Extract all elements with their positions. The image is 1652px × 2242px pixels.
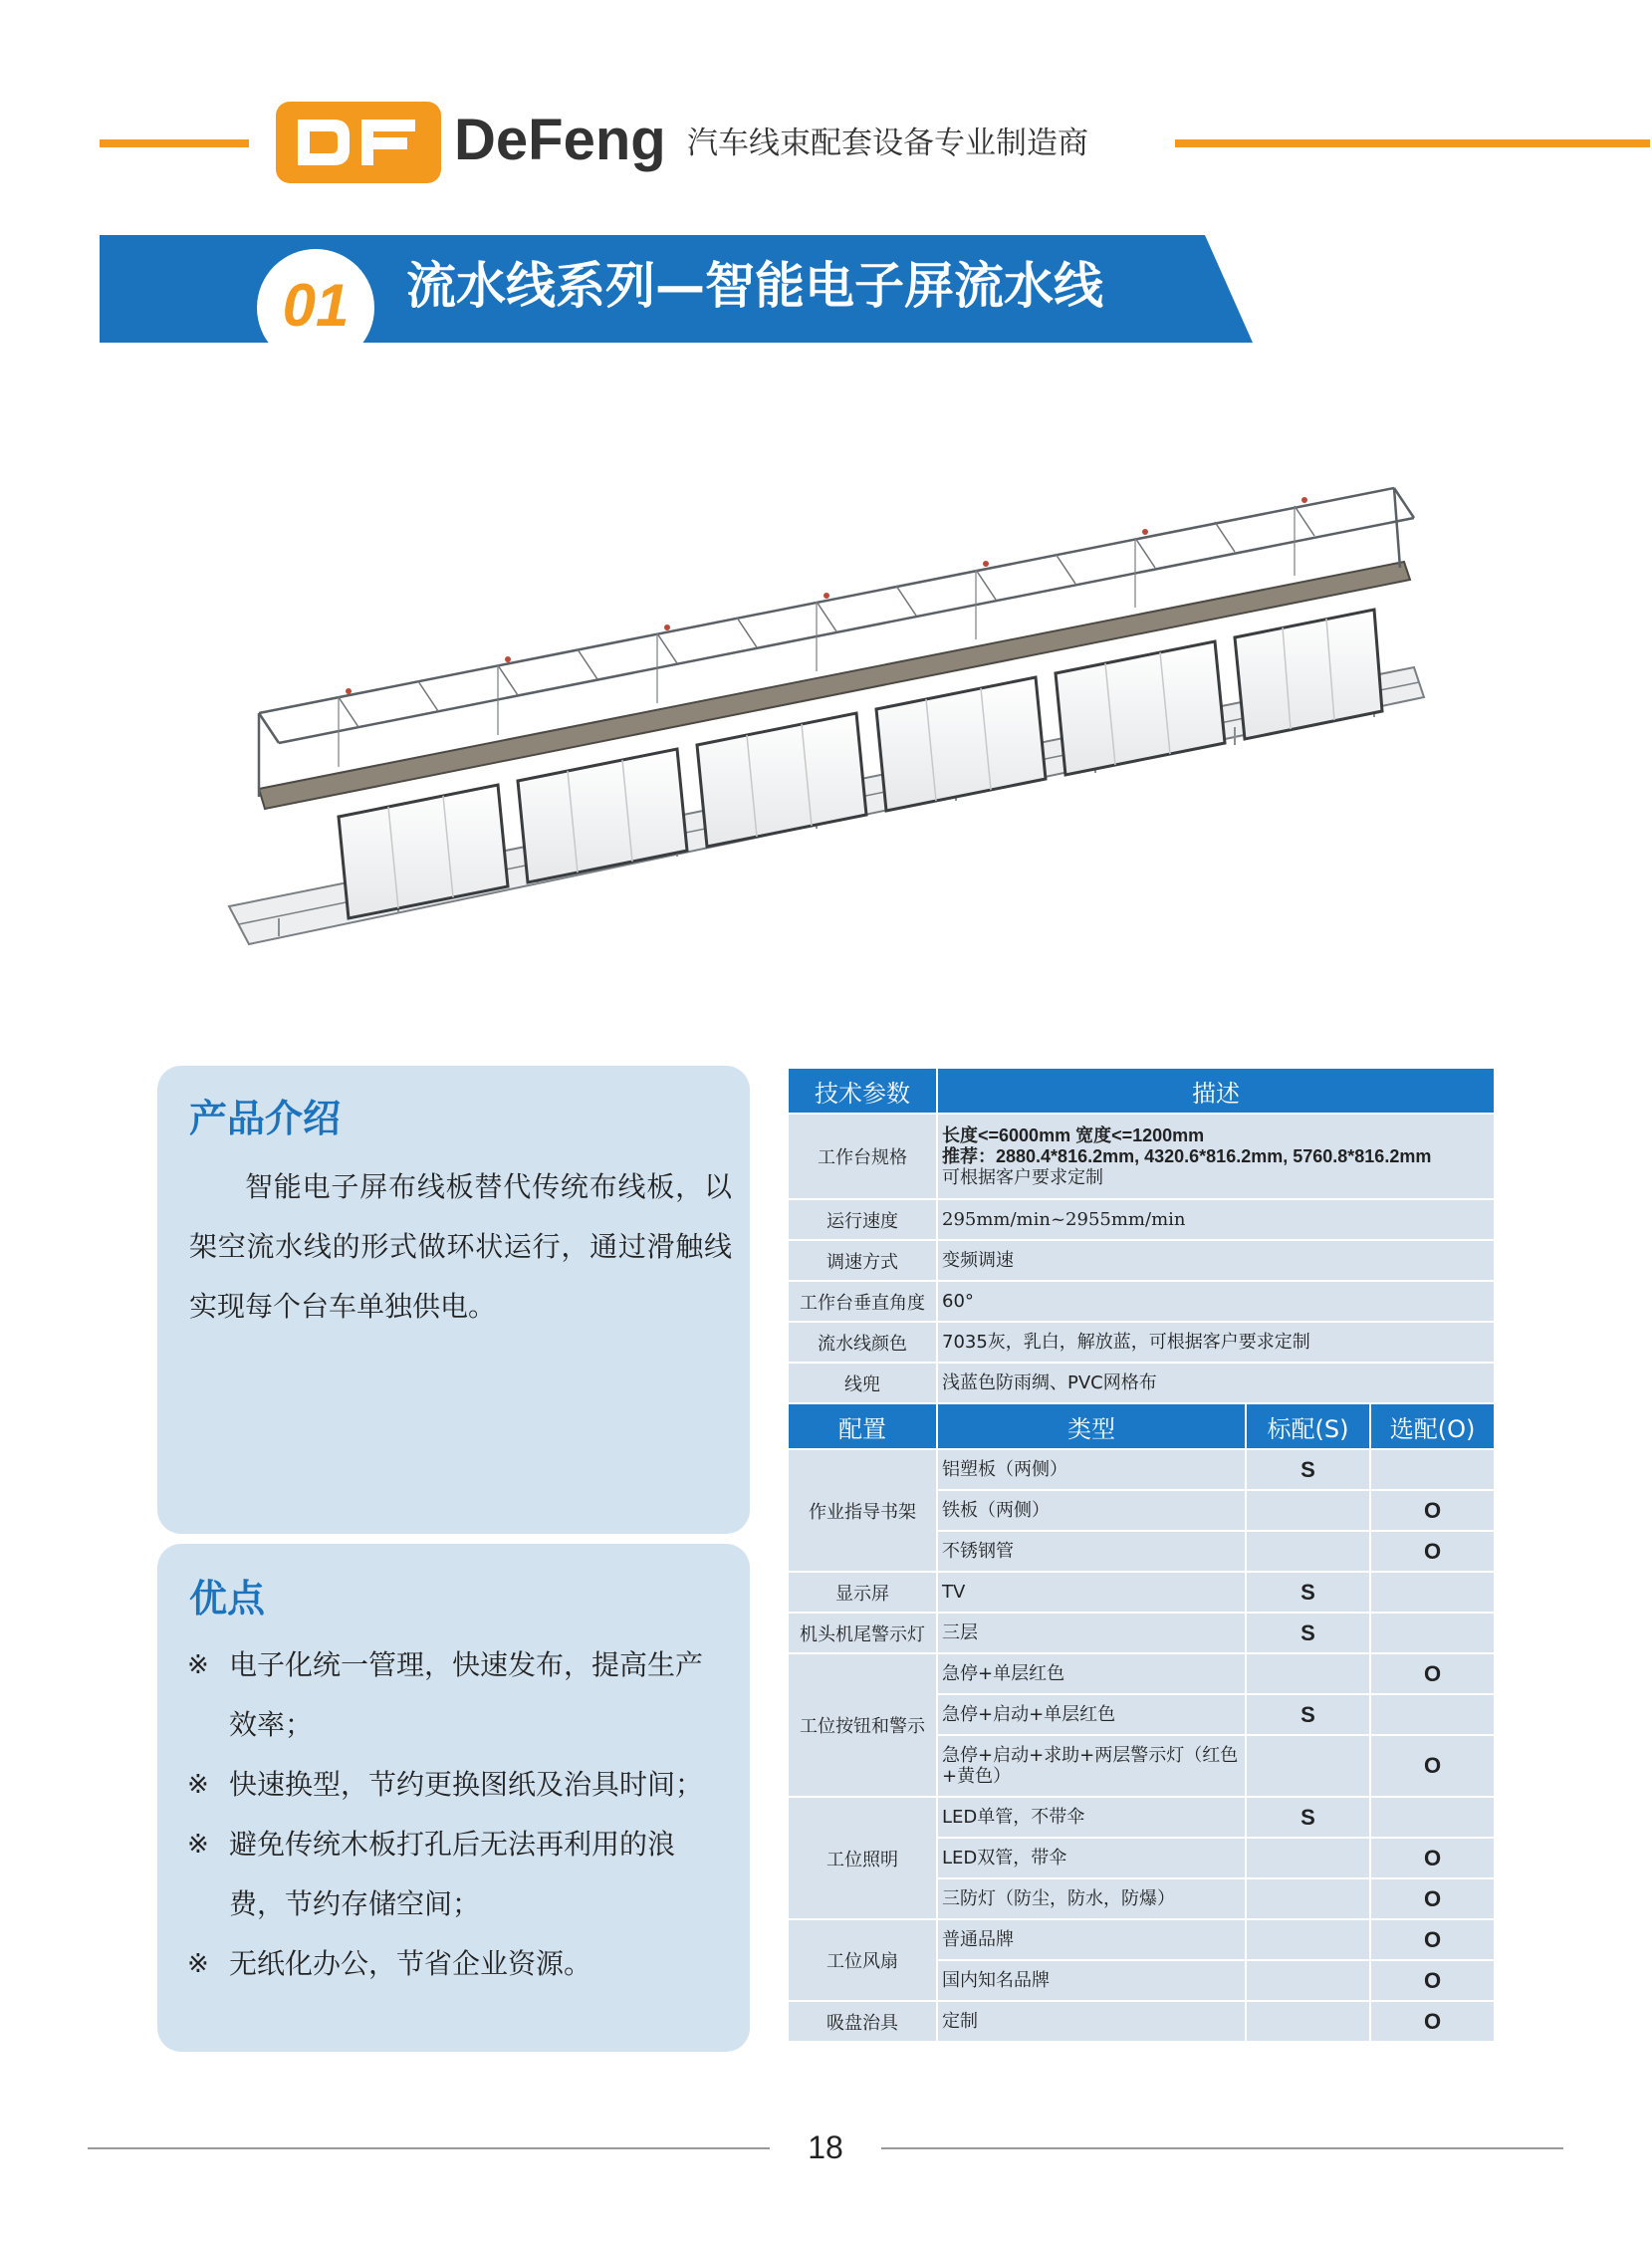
config-opt: O [1370,1878,1495,1919]
config-opt: O [1370,1838,1495,1878]
header-rule-left [100,139,249,147]
config-group: 工位风扇 [788,1919,937,2001]
spec-value [937,1114,1495,1199]
config-type: 国内知名品牌 [937,1960,1246,2001]
config-opt [1370,1797,1495,1838]
reference-mark-icon: ※ [187,1650,209,1680]
config-header-config: 配置 [788,1403,937,1449]
config-opt: O [1370,1735,1495,1797]
config-type: 铝塑板（两侧） [937,1449,1246,1490]
config-std: S [1246,1797,1370,1838]
advantage-text: 无纸化办公，节省企业资源。 [229,1947,592,1980]
advantages-panel [157,1544,750,2052]
config-std [1246,1735,1370,1797]
config-row [788,1653,1495,1694]
config-row [788,2001,1495,2042]
config-std [1246,1919,1370,1960]
config-std [1246,1878,1370,1919]
config-row [788,1613,1495,1653]
config-type: 不锈钢管 [937,1531,1246,1572]
advantage-text: 电子化统一管理，快速发布，提高生产效率； [229,1648,704,1741]
config-header-opt: 选配(O) [1370,1403,1495,1449]
config-group: 工位照明 [788,1797,937,1919]
config-group: 机头机尾警示灯 [788,1613,937,1653]
spec-row [788,1199,1495,1240]
brand-tagline: 汽车线束配套设备专业制造商 [687,125,1088,161]
product-intro-title: 产品介绍 [189,1097,342,1140]
config-group: 吸盘治具 [788,2001,937,2042]
config-type: 三防灯（防尘，防水，防爆） [937,1878,1246,1919]
config-std [1246,1531,1370,1572]
config-std [1246,1960,1370,2001]
config-header-row [788,1403,1495,1449]
reference-mark-icon: ※ [187,1830,209,1860]
config-type: 急停+单层红色 [937,1653,1246,1694]
assembly-line-illustration [219,468,1444,956]
advantage-text: 快速换型，节约更换图纸及治具时间； [229,1768,704,1801]
page-number: 18 [808,2129,843,2165]
config-type: LED双管，带伞 [937,1838,1246,1878]
config-row [788,1449,1495,1490]
advantages-title: 优点 [189,1577,266,1620]
advantage-item [187,1934,730,1994]
advantage-item [187,1815,730,1934]
config-std: S [1246,1694,1370,1735]
spec-row [788,1281,1495,1322]
config-row [788,1572,1495,1613]
spec-row [788,1363,1495,1403]
section-number: 01 [282,272,350,339]
config-type: 三层 [937,1613,1246,1653]
section-title: 流水线系列—智能电子屏流水线 [406,257,1103,315]
spec-value-line: 推荐：2880.4*816.2mm, 4320.6*816.2mm, 5760.8*816.2mm [942,1145,1432,1166]
config-group: 工位按钮和警示 [788,1653,937,1797]
spec-label: 线兜 [788,1363,937,1403]
config-row [788,1919,1495,1960]
config-std [1246,1838,1370,1878]
advantage-item [187,1755,730,1815]
config-type: TV [937,1572,1246,1613]
config-std [1246,2001,1370,2042]
advantage-item [187,1635,730,1755]
reference-mark-icon: ※ [187,1949,209,1979]
spec-label: 调速方式 [788,1240,937,1281]
spec-header-row [788,1068,1495,1114]
advantage-text: 避免传统木板打孔后无法再利用的浪费，节约存储空间； [229,1828,676,1920]
config-std [1246,1653,1370,1694]
product-intro-text: 智能电子屏布线板替代传统布线板，以架空流水线的形式做环状运行，通过滑触线实现每个台车单独供电。 [189,1170,732,1323]
config-opt [1370,1694,1495,1735]
config-type: 定制 [937,2001,1246,2042]
config-std: S [1246,1449,1370,1490]
spec-label: 运行速度 [788,1199,937,1240]
spec-label: 工作台垂直角度 [788,1281,937,1322]
df-logo-icon [276,102,441,183]
config-group: 显示屏 [788,1572,937,1613]
config-opt: O [1370,1653,1495,1694]
config-opt: O [1370,2001,1495,2042]
config-type: LED单管，不带伞 [937,1797,1246,1838]
config-header-std: 标配(S) [1246,1403,1370,1449]
config-group: 作业指导书架 [788,1449,937,1572]
config-type: 普通品牌 [937,1919,1246,1960]
spec-value: 变频调速 [937,1240,1495,1281]
spec-value: 295mm/min~2955mm/min [937,1199,1495,1240]
spec-row [788,1114,1495,1199]
brand-name: DeFeng [454,108,666,172]
spec-value-line: 长度<=6000mm 宽度<=1200mm [942,1124,1205,1145]
spec-value: 60° [937,1281,1495,1322]
footer-rule-left [88,2147,770,2149]
section-number-badge [257,249,374,367]
footer-rule-right [881,2147,1563,2149]
spec-value: 浅蓝色防雨绸、PVC网格布 [937,1363,1495,1403]
spec-value-line: 可根据客户要求定制 [942,1166,1103,1188]
defeng-logo [276,102,441,183]
config-opt [1370,1449,1495,1490]
spec-label: 流水线颜色 [788,1322,937,1363]
config-std: S [1246,1613,1370,1653]
config-opt: O [1370,1531,1495,1572]
reference-mark-icon: ※ [187,1770,209,1800]
spec-row [788,1240,1495,1281]
spec-label: 工作台规格 [788,1114,937,1199]
config-std: S [1246,1572,1370,1613]
header-rule-right [1175,139,1650,147]
config-opt: O [1370,1490,1495,1531]
product-intro-panel [157,1066,750,1534]
spec-table [787,1067,1496,2043]
config-row [788,1797,1495,1838]
config-opt [1370,1572,1495,1613]
config-opt: O [1370,1919,1495,1960]
spec-header-param: 技术参数 [788,1068,937,1114]
config-std [1246,1490,1370,1531]
spec-header-desc: 描述 [937,1068,1495,1114]
config-header-type: 类型 [937,1403,1246,1449]
config-type: 急停+启动+求助+两层警示灯（红色+黄色） [937,1735,1246,1797]
advantages-list [187,1635,730,1994]
config-opt [1370,1613,1495,1653]
config-type: 急停+启动+单层红色 [937,1694,1246,1735]
config-opt: O [1370,1960,1495,2001]
spec-row [788,1322,1495,1363]
config-type: 铁板（两侧） [937,1490,1246,1531]
spec-value: 7035灰，乳白，解放蓝，可根据客户要求定制 [937,1322,1495,1363]
